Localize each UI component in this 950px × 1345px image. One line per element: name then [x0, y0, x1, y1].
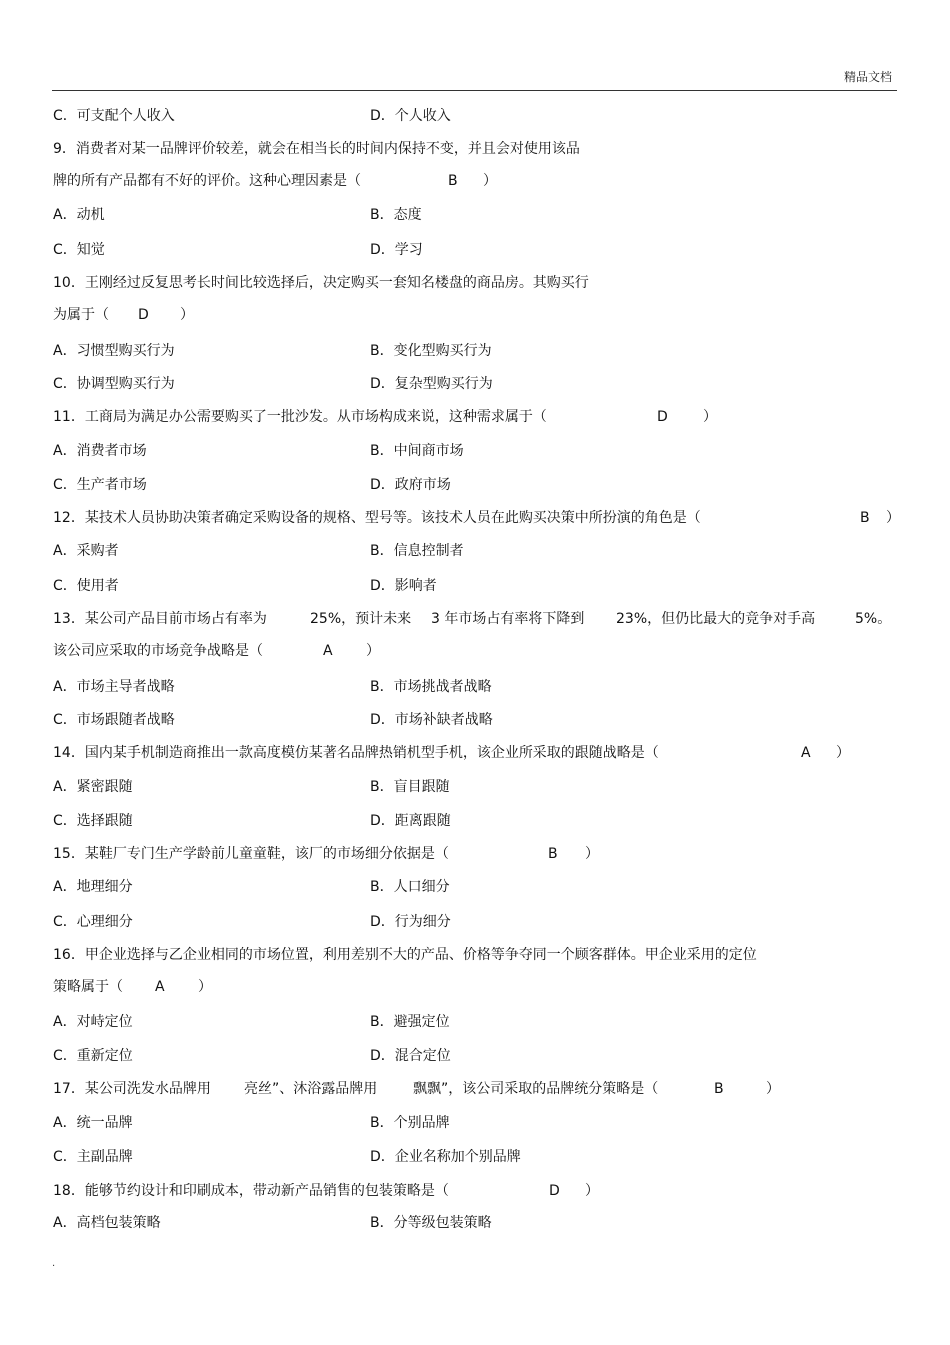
text-line: B．信息控制者 [370, 543, 464, 559]
text-fragment: A [323, 643, 333, 659]
text-line: D．学习 [370, 242, 423, 258]
text-line: D．行为细分 [370, 914, 451, 930]
text-line: 16．甲企业选择与乙企业相同的市场位置，利用差别不大的产品、价格等争夺同一个顾客群体。甲企业采用的定位 [53, 947, 757, 963]
text-fragment: ） [703, 409, 717, 425]
text-line: 17．某公司洗发水品牌用 [53, 1081, 211, 1097]
text-line: D．距离跟随 [370, 813, 451, 829]
text-line: A．采购者 [53, 543, 119, 559]
text-line: 牌的所有产品都有不好的评价。这种心理因素是（ [53, 173, 361, 189]
text-line: C．使用者 [53, 578, 119, 594]
text-line: 该公司应采取的市场竞争战略是（ [53, 643, 263, 659]
text-line: D．个人收入 [370, 108, 451, 124]
text-line: D．企业名称加个别品牌 [370, 1149, 521, 1165]
text-fragment: ） [585, 846, 599, 862]
text-fragment: ） [836, 745, 850, 761]
text-line: A．习惯型购买行为 [53, 343, 175, 359]
text-line: 13．某公司产品目前市场占有率为 [53, 611, 267, 627]
text-line: B．变化型购买行为 [370, 343, 492, 359]
text-line: D．影响者 [370, 578, 437, 594]
text-line: A．动机 [53, 207, 105, 223]
text-line: C．协调型购买行为 [53, 376, 175, 392]
text-line: B．分等级包装策略 [370, 1215, 492, 1231]
text-fragment: 23%，但仍比最大的竞争对手高 [616, 611, 816, 627]
text-fragment: A [155, 979, 165, 995]
text-line: 策略属于（ [53, 979, 123, 995]
text-line: B．市场挑战者战略 [370, 679, 492, 695]
text-line: B．人口细分 [370, 879, 450, 895]
text-line: C．主副品牌 [53, 1149, 133, 1165]
text-line: B．盲目跟随 [370, 779, 450, 795]
text-fragment: ） [483, 173, 497, 189]
text-fragment: ） [766, 1081, 780, 1097]
text-fragment: D [549, 1183, 560, 1199]
text-line: 14．国内某手机制造商推出一款高度模仿某著名品牌热销机型手机，该企业所采取的跟随战略是（ [53, 745, 659, 761]
text-fragment: D [138, 307, 149, 323]
text-line: D．市场补缺者战略 [370, 712, 493, 728]
text-fragment: ） [886, 510, 900, 526]
text-line: B．个别品牌 [370, 1115, 450, 1131]
text-fragment: 5%。 [855, 611, 892, 627]
page-header-label: 精品文档 [843, 70, 892, 84]
text-fragment: B [448, 173, 458, 189]
text-line: A．市场主导者战略 [53, 679, 175, 695]
text-line: B．中间商市场 [370, 443, 464, 459]
text-fragment: A [801, 745, 811, 761]
text-line: C．重新定位 [53, 1048, 133, 1064]
text-line: 15．某鞋厂专门生产学龄前儿童童鞋，该厂的市场细分依据是（ [53, 846, 449, 862]
text-line: 10．王刚经过反复思考长时间比较选择后，决定购买一套知名楼盘的商品房。其购买行 [53, 275, 589, 291]
text-line: D．政府市场 [370, 477, 451, 493]
text-line: C．可支配个人收入 [53, 108, 175, 124]
text-fragment: ） [180, 307, 194, 323]
text-line: 为属于（ [53, 307, 109, 323]
text-line: D．混合定位 [370, 1048, 451, 1064]
text-fragment: 25%，预计未来 [310, 611, 412, 627]
text-line: B．避强定位 [370, 1014, 450, 1030]
text-line: 11．工商局为满足办公需要购买了一批沙发。从市场构成来说，这种需求属于（ [53, 409, 547, 425]
text-line: 18．能够节约设计和印刷成本，带动新产品销售的包装策略是（ [53, 1183, 449, 1199]
text-line: C．生产者市场 [53, 477, 147, 493]
text-line: A．对峙定位 [53, 1014, 133, 1030]
text-fragment: ） [585, 1183, 599, 1199]
footer-mark: . [52, 1258, 56, 1269]
text-fragment: ） [366, 643, 380, 659]
text-line: 12．某技术人员协助决策者确定采购设备的规格、型号等。该技术人员在此购买决策中所扮演的角色是（ [53, 510, 701, 526]
text-fragment: 亮丝”、沐浴露品牌用 [244, 1081, 378, 1097]
text-line: B．态度 [370, 207, 422, 223]
text-line: A．统一品牌 [53, 1115, 133, 1131]
text-line: A．高档包装策略 [53, 1215, 161, 1231]
text-fragment: B [860, 510, 870, 526]
text-fragment: 飘飘”，该公司采取的品牌统分策略是（ [413, 1081, 659, 1097]
text-line: C．选择跟随 [53, 813, 133, 829]
text-line: A．地理细分 [53, 879, 133, 895]
text-fragment: D [657, 409, 668, 425]
text-line: C．知觉 [53, 242, 105, 258]
text-line: A．消费者市场 [53, 443, 147, 459]
text-line: D．复杂型购买行为 [370, 376, 493, 392]
text-fragment: B [714, 1081, 724, 1097]
text-line: 9．消费者对某一品牌评价较差，就会在相当长的时间内保持不变，并且会对使用该品 [53, 141, 580, 157]
header-rule [52, 90, 897, 91]
text-line: A．紧密跟随 [53, 779, 133, 795]
text-fragment: B [548, 846, 558, 862]
text-fragment: ） [198, 979, 212, 995]
text-line: C．心理细分 [53, 914, 133, 930]
text-line: C．市场跟随者战略 [53, 712, 175, 728]
text-fragment: 3 年市场占有率将下降到 [431, 611, 585, 627]
